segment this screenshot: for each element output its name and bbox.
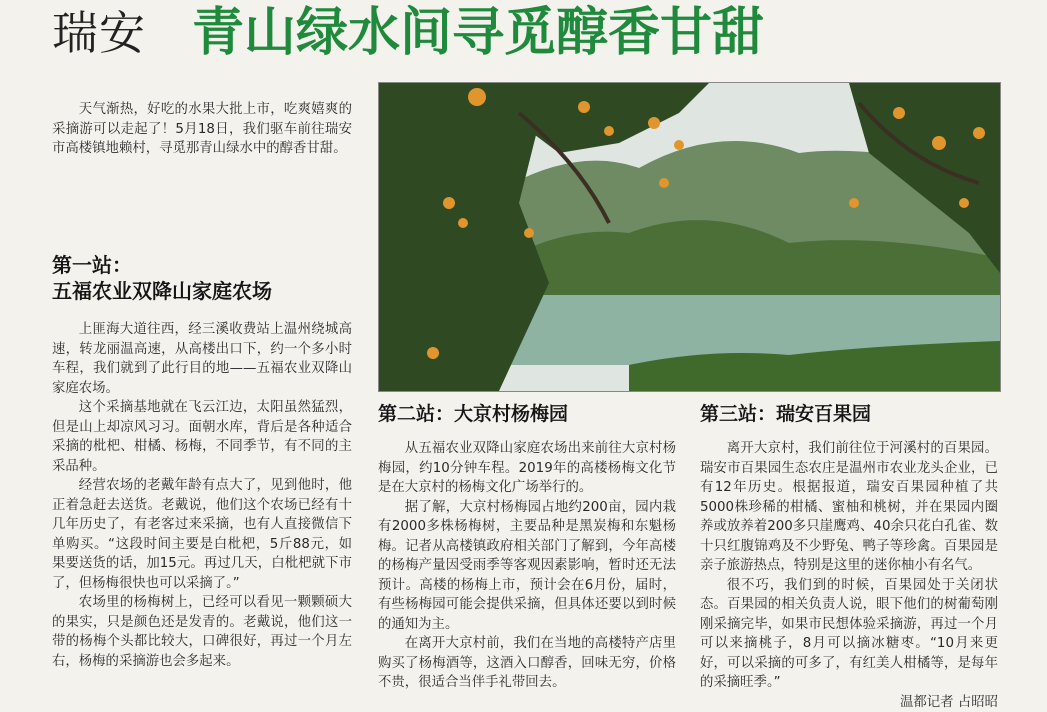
headline-place: 瑞安: [52, 0, 146, 66]
landscape-photo: [378, 82, 1001, 392]
section1-paragraph: 上匪海大道往西，经三溪收费站上温州绕城高速，转龙丽温高速，从高楼出口下，约一个多小时车程，我们就到了此行目的地——五福农业双降山家庭农场。: [52, 320, 352, 398]
section2-paragraph: 据了解，大京村杨梅园占地约200亩，园内栽有2000多株杨梅树，主要品种是黑炭梅和东魁杨梅。记者从高楼镇政府相关部门了解到，今年高楼的杨梅产量因受雨季等客观因素影响，暂时还无法预计。高楼的杨梅上市，预计会在6月份，届时，有些杨梅园可能会提供采摘，但具体还要以到时候的通知为主。: [378, 498, 676, 635]
section1-heading: [52, 252, 352, 304]
section1-body: [52, 320, 352, 671]
intro-column: [52, 100, 352, 159]
section1-paragraph: 农场里的杨梅树上，已经可以看见一颗颗硕大的果实，只是颜色还是发青的。老戴说，他们这一带的杨梅个头都比较大，口碑很好，再过一个月左右，杨梅的采摘游也会多起来。: [52, 593, 352, 671]
headline-title: 青山绿水间寻觅醇香甘甜: [192, 0, 764, 66]
section1-title-line2: 五福农业双降山家庭农场: [52, 278, 352, 304]
section2-column: [378, 402, 676, 693]
loquat-lake-illustration: [379, 83, 1000, 391]
section3-paragraph: 很不巧，我们到的时候，百果园处于关闭状态。百果园的相关负责人说，眼下他们的树葡萄刚刚采摘完毕，如果市民想体验采摘游，再过一个月可以来摘桃子，8月可以摘冰糖枣。“10月来更好，可以采摘的可多了，有红美人柑橘等，是每年的采摘旺季。”: [700, 576, 998, 693]
section3-paragraph: 离开大京村，我们前往位于河溪村的百果园。瑞安市百果园生态农庄是温州市农业龙头企业，已有12年历史。根据报道，瑞安百果园种植了共5000株珍稀的柑橘、蜜柚和桃树，并在果园内圈养或放养着200多只崖鹰鸡、40余只花白孔雀、数十只红腹锦鸡及不少野兔、鸭子等珍禽。百果园是亲子旅游热点，特别是这里的迷你柚小有名气。: [700, 439, 998, 576]
section1-paragraph: 经营农场的老戴年龄有点大了，见到他时，他正着急赶去送货。老戴说，他们这个农场已经有十几年历史了，有老客过来采摘，也有人直接微信下单购买。“这段时间主要是白枇杷，5斤88元，如果要送货的话，加15元。再过几天，白枇杷就下市了，但杨梅很快也可以采摘了。”: [52, 476, 352, 593]
intro-paragraph: 天气渐热，好吃的水果大批上市，吃爽嬉爽的采摘游可以走起了！5月18日，我们驱车前往瑞安市高楼镇地赖村，寻觅那青山绿水中的醇香甘甜。: [52, 100, 352, 159]
section1-paragraph: 这个采摘基地就在飞云江边，太阳虽然猛烈，但是山上却凉风习习。面朝水库，背后是各种适合采摘的枇杷、柑橘、杨梅，不同季节，有不同的主采品种。: [52, 398, 352, 476]
section2-paragraph: 从五福农业双降山家庭农场出来前往大京村杨梅园，约10分钟车程。2019年的高楼杨梅文化节是在大京村的杨梅文化广场举行的。: [378, 439, 676, 498]
reporter-byline: 温都记者 占昭昭: [700, 693, 998, 712]
section3-title: 第三站：瑞安百果园: [700, 402, 998, 427]
section2-paragraph: 在离开大京村前，我们在当地的高楼特产店里购买了杨梅酒等，这酒入口醇香，回味无穷，价格不贵，很适合当伴手礼带回去。: [378, 634, 676, 693]
section3-column: [700, 402, 998, 712]
section2-title: 第二站：大京村杨梅园: [378, 402, 676, 427]
section1-title-line1: 第一站：: [52, 252, 352, 278]
